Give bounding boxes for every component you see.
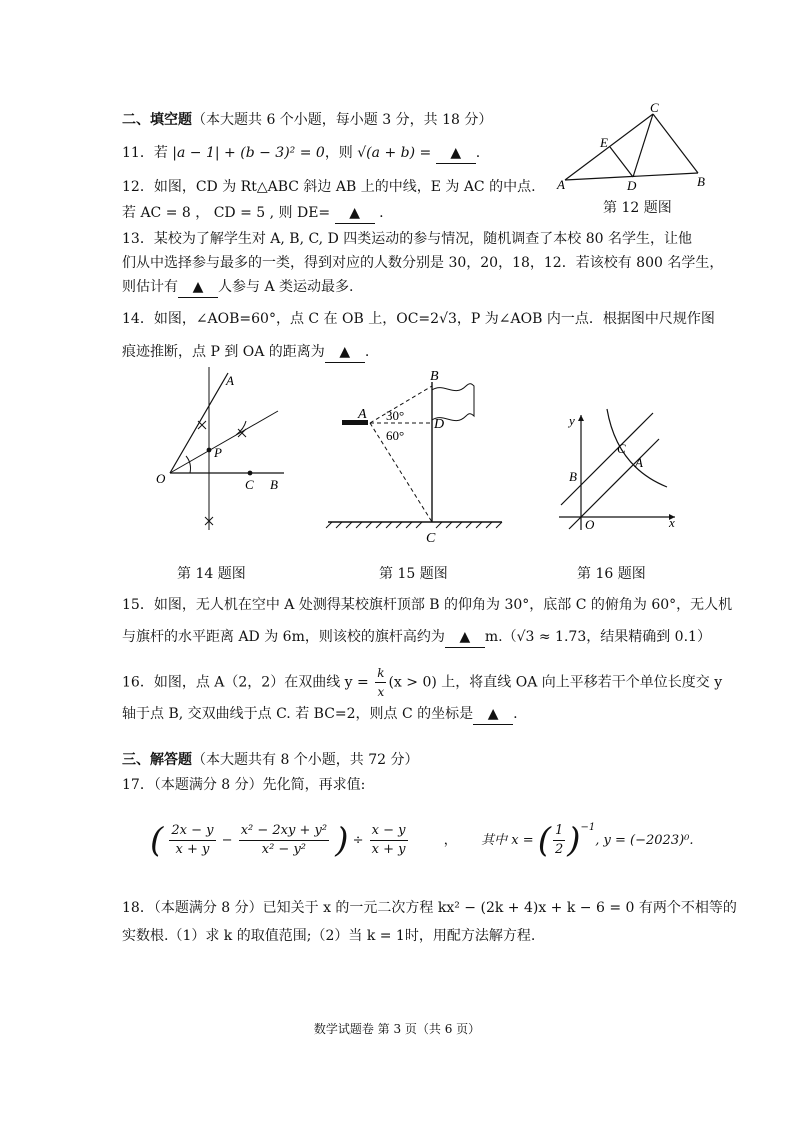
question-17-line-1: 17．（本题满分 8 分）先化简，再求值: [122, 777, 366, 793]
q17-right-paren: ) [335, 820, 349, 861]
question-15-line-2 [122, 627, 711, 648]
question-11 [122, 143, 480, 164]
question-13-line-3 [122, 277, 353, 298]
page-footer: 数学试题卷 第 3 页（共 6 页） [313, 1022, 481, 1036]
q11-number: 11． [122, 145, 154, 161]
fig16-label-x: x [669, 515, 675, 530]
section-3-note: （本大题共有 8 个小题，共 72 分） [192, 752, 419, 768]
q14-line2-text: 痕迹推断，点 P 到 OA 的距离为 [122, 344, 325, 360]
q15-line2-text: 与旗杆的水平距离 AD 为 6m，则该校的旗杆高约为 [122, 629, 445, 645]
fig14-angle-arc [186, 456, 191, 473]
figure-14-caption: 第 14 题图 [177, 566, 246, 582]
fig15-label-b: B [430, 369, 439, 384]
fig12-segment-bc [653, 114, 698, 173]
q17-comma: ， [443, 833, 457, 848]
fig16-label-o: O [585, 517, 595, 532]
q17-where: 其中 x = [481, 833, 538, 848]
question-16-line-2 [122, 704, 518, 725]
q17-fraction-3 [370, 822, 408, 859]
fig14-point-p [207, 448, 212, 453]
section-2-note: （本大题共 6 个小题，每小题 3 分，共 18 分） [192, 112, 493, 128]
q11-text-a: 若 [153, 145, 168, 161]
q17-minus: − [221, 833, 233, 848]
q13-answer-blank: ▲ [178, 277, 218, 298]
q12-answer-blank: ▲ [335, 203, 375, 224]
q13-line3-text: 则估计有 [122, 279, 178, 295]
fig14-point-c [248, 471, 253, 476]
fig14-label-o: O [156, 471, 166, 486]
figure-16 [555, 405, 695, 535]
q16-answer-blank: ▲ [473, 704, 513, 725]
question-14-line-2 [122, 342, 369, 363]
fig12-label-c: C [650, 100, 659, 115]
q17-half-fraction [553, 822, 565, 859]
fig14-label-a: A [226, 373, 234, 388]
fig14-label-b: B [270, 477, 278, 492]
q16-line2-text: 轴于点 B, 交双曲线于点 C. 若 BC=2，则点 C 的坐标是 [122, 706, 474, 722]
fig12-segment-de [610, 147, 633, 177]
section-3-title: 三、解答题 [122, 752, 192, 768]
fig14-bisector-line [170, 411, 278, 473]
question-15-line-1: 15．如图，无人机在空中 A 处测得某校旗杆顶部 B 的仰角为 30°，底部 C 的俯角为 60°，无人机 [122, 597, 733, 613]
fig16-hyperbola [607, 409, 667, 487]
figure-12-caption: 第 12 题图 [603, 200, 672, 216]
q14-answer-blank: ▲ [325, 342, 365, 363]
q16-frac-num: k [375, 664, 386, 683]
fig15-flag [432, 384, 474, 421]
fig16-label-b: B [569, 469, 577, 484]
fig16-label-c: C [617, 441, 626, 456]
q17-f3-num: x − y [370, 822, 408, 841]
fig12-label-b: B [697, 174, 705, 189]
q15-answer-blank: ▲ [445, 627, 485, 648]
figure-14 [150, 365, 300, 535]
q17-half-num: 1 [553, 822, 565, 841]
question-18-line-1: 18．（本题满分 8 分）已知关于 x 的一元二次方程 kx² − (2k + 4)x + k − 6 = 0 有两个不相等的 [122, 900, 737, 916]
question-13-line-1: 13．某校为了解学生对 A, B, C, D 四类运动的参与情况，随机调查了本校 80 名学生，让他 [122, 231, 692, 247]
q17-left-paren: ( [150, 820, 164, 861]
fig16-y-arrow [578, 415, 584, 421]
q17-half-den: 2 [554, 842, 564, 857]
q11-text-b: ，则 [324, 145, 353, 161]
q17-half-left-paren: ( [537, 820, 551, 861]
question-14-line-1: 14．如图，∠AOB=60°，点 C 在 OB 上，OC=2√3，P 为∠AOB 内一点．根据图中尺规作图 [122, 311, 715, 327]
fig14-label-p: P [214, 445, 222, 460]
q17-fraction-1 [169, 822, 215, 859]
q11-sqrt-expression: √(a + b) [357, 145, 416, 161]
figure-12 [555, 100, 715, 198]
fig16-label-a: A [635, 455, 643, 470]
q17-f2-num: x² − 2xy + y² [239, 822, 329, 841]
q12-line2-text: 若 AC = 8 ， CD = 5 , 则 DE= [122, 205, 335, 221]
fig14-arc-4 [236, 421, 246, 435]
fig15-label-c: C [426, 531, 436, 546]
figure-15-caption: 第 15 题图 [379, 566, 448, 582]
section-3-header [122, 750, 419, 770]
q17-half-right-paren: ) [567, 820, 581, 861]
question-18-line-2: 实数根.（1）求 k 的取值范围;（2）当 k = 1时，用配方法解方程. [122, 928, 536, 944]
q17-f3-den: x + y [371, 842, 406, 857]
question-13-line-2: 们从中选择参与最多的一类，得到对应的人数分别是 30，20，18，12．若该校有 800 名学生， [122, 255, 724, 271]
q12-line2-end: . [374, 205, 384, 221]
q17-exponent: −1 [580, 822, 596, 833]
question-16-line-1 [122, 664, 722, 701]
fig15-label-a: A [358, 407, 367, 422]
q11-expression: |a − 1| + (b − 3)² = 0 [172, 145, 325, 161]
q16-line1-text: 16．如图，点 A（2，2）在双曲线 y = [122, 674, 374, 691]
question-12-line-1: 12．如图，CD 为 Rt△ABC 斜边 AB 上的中线，E 为 AC 的中点. [122, 179, 536, 195]
fig12-segment-cd [633, 114, 653, 177]
q17-f1-num: 2x − y [169, 822, 215, 841]
question-17-expression [150, 808, 694, 861]
fig12-segment-ac [565, 114, 653, 180]
q17-y-equals: , y = (−2023)⁰. [595, 833, 694, 848]
section-2-header [122, 110, 492, 130]
figure-16-caption: 第 16 题图 [577, 566, 646, 582]
fig15-label-d: D [434, 417, 445, 432]
section-2-title: 二、填空题 [122, 112, 192, 128]
q13-line3-end: 人参与 A 类运动最多. [218, 279, 354, 295]
q15-line2-end: m.（√3 ≈ 1.73，结果精确到 0.1） [484, 629, 711, 645]
q17-f1-den: x + y [175, 842, 210, 857]
q16-line2-end: . [513, 706, 518, 722]
fig15-angle-60: 60° [386, 428, 405, 443]
q17-f2-den: x² − y² [261, 842, 307, 857]
fig14-label-c: C [245, 477, 254, 492]
fig12-label-d: D [627, 178, 637, 193]
q17-divide: ÷ [352, 833, 364, 848]
fig16-label-y: y [569, 413, 575, 428]
fig15-ground-hatch [326, 522, 502, 528]
fig12-label-e: E [600, 135, 608, 150]
q11-end: . [475, 145, 481, 161]
q16-fraction [375, 664, 386, 701]
fig14-arc-mark-1 [198, 421, 206, 429]
q16-frac-den: x [377, 685, 385, 699]
q11-equals: = [415, 145, 436, 161]
q14-line2-end: . [364, 344, 370, 360]
q16-line1-end: (x > 0) 上，将直线 OA 向上平移若干个单位长度交 y [388, 674, 723, 691]
q11-answer-blank: ▲ [436, 143, 476, 164]
q17-fraction-2 [239, 822, 329, 859]
fig12-label-a: A [557, 177, 565, 192]
fig15-angle-30: 30° [386, 408, 405, 423]
question-12-line-2 [122, 203, 384, 224]
figure-15 [320, 368, 520, 548]
